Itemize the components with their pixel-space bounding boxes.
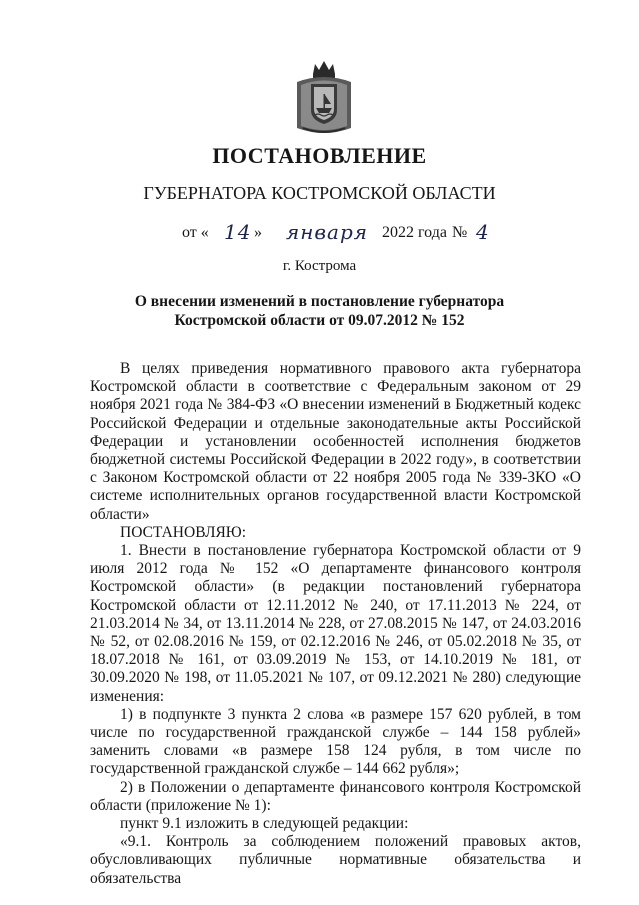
date-year: 2022 года <box>382 224 447 241</box>
document-subject <box>0 292 639 330</box>
subject-line-1: О внесении изменений в постановление губернатора <box>134 293 505 310</box>
decree-word: ПОСТАНОВЛЯЮ: <box>120 523 247 541</box>
date-month-handwritten: января <box>286 220 369 244</box>
document-number-handwritten: 4 <box>476 220 490 244</box>
quoted-paragraph: «9.1. Контроль за соблюдением положений правовых актов, обусловливающих публичные нормативные обязательства и обязательства <box>90 833 581 887</box>
item-1-paragraph: 1. Внести в постановление губернатора Костромской области от 9 июля 2012 года № 152 «О департаменте финансового контроля Костромской области» (в редакции постановлений губернатора Костромской области от 12.11.2012 № 240, от 17.11.2013 № 224, от 21.03.2014 № 34, от 13.11.2014 № 228, от 27.08.2015 № 147, от 24.03.2016 № 52, от 02.08.2016 № 159, от 02.12.2016 № 246, от 05.02.2018 № 35, от 18.07.2018 № 161, от 03.09.2019 № 153, от 14.10.2019 № 181, от 30.09.2020 № 198, от 11.05.2021 № 107, от 09.12.2021 № 280) следующие изменения: <box>90 542 581 705</box>
date-day-handwritten: 14 <box>224 220 252 244</box>
date-number-line <box>182 218 512 244</box>
preamble-paragraph: В целях приведения нормативного правового акта губернатора Костромской области в соответствие с Федеральным законом от 29 ноября 2021 года № 384-ФЗ «О внесении изменений в Бюджетный кодекс Российской Федерации и отдельные законодательные акты Российской Федерации и установлении особенностей исполнения бюджетов бюджетной системы Российской Федерации в 2022 году», в соответствии с Законом Костромской области от 22 ноября 2005 года № 339-ЗКО «О системе исполнительных органов государственной власти Костромской области» <box>90 360 581 523</box>
date-day-close: » <box>254 224 262 241</box>
coat-of-arms-icon <box>293 58 355 138</box>
issuing-authority: ГУБЕРНАТОРА КОСТРОМСКОЙ ОБЛАСТИ <box>143 183 496 203</box>
subitem-2-paragraph: 2) в Положении о департаменте финансового контроля Костромской области (приложение № 1): <box>90 778 581 814</box>
document-type: ПОСТАНОВЛЕНИЕ <box>212 143 427 168</box>
subitem-1-paragraph: 1) в подпункте 3 пункта 2 слова «в размере 157 620 рублей, в том числе по государственной гражданской службе – 144 158 рублей» заменить словами «в размере 158 124 рубля, в том числе по государственной гражданской службе – 144 662 рубля»; <box>90 705 581 778</box>
subject-line-2: Костромской области от 09.07.2012 № 152 <box>174 312 465 329</box>
date-prefix: от « <box>182 224 209 241</box>
subitem-2-point: пункт 9.1 изложить в следующей редакции: <box>120 815 409 833</box>
city: г. Кострома <box>282 258 357 274</box>
document-body <box>90 360 581 888</box>
number-sign: № <box>452 224 468 241</box>
